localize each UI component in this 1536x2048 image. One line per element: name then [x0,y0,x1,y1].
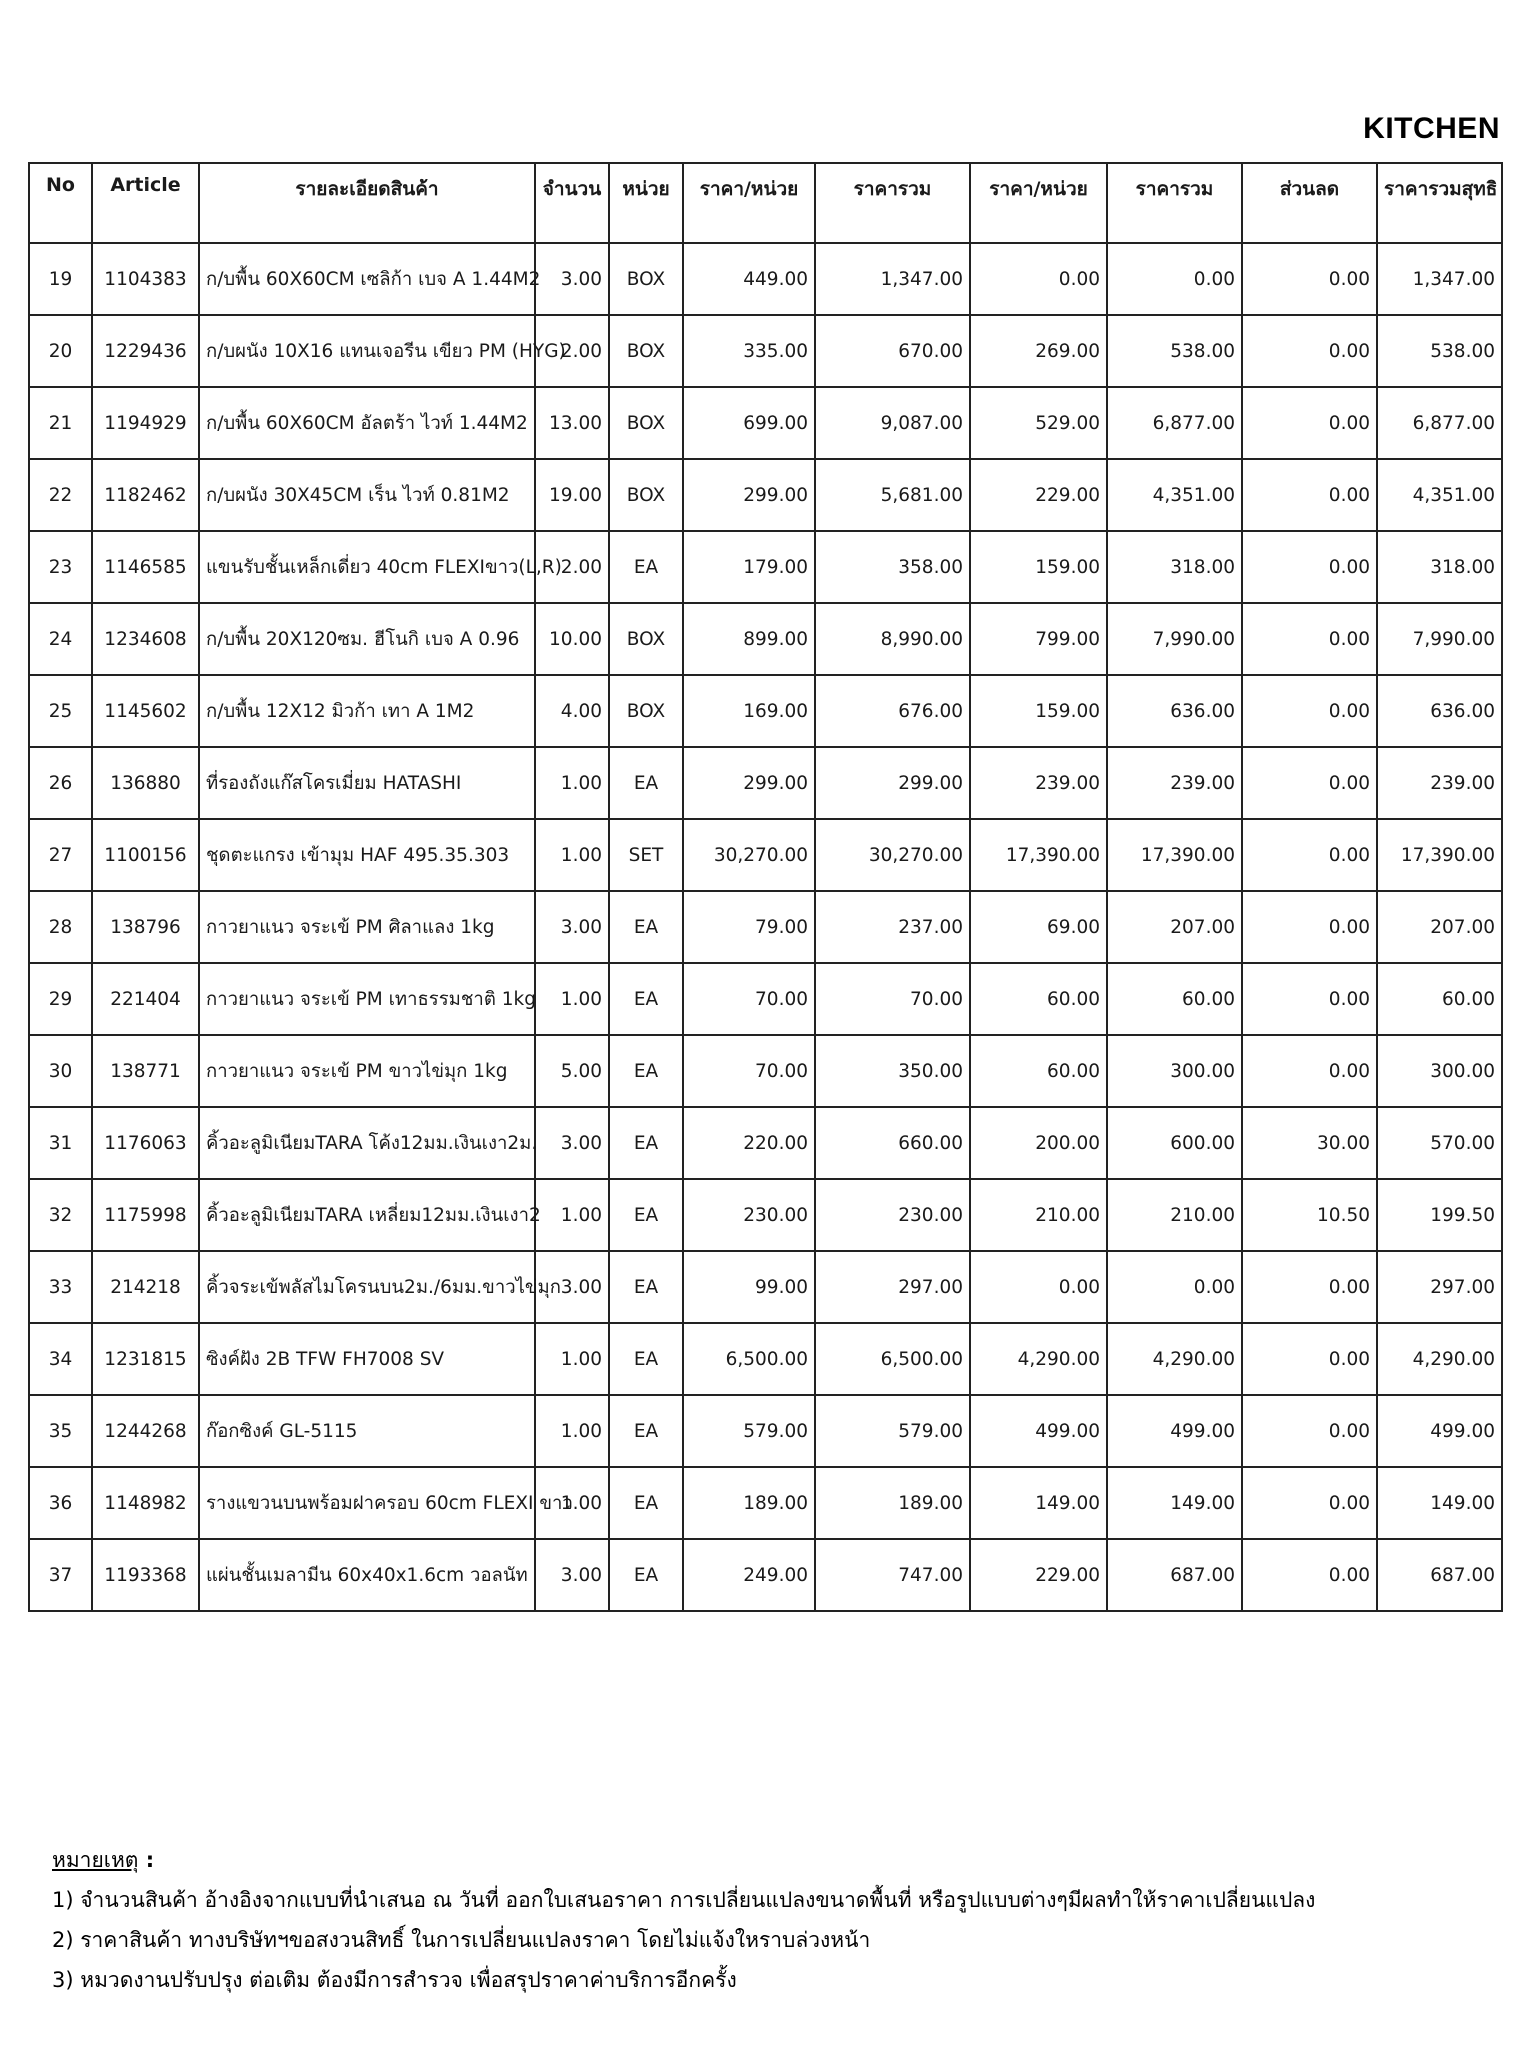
cell-discount: 0.00 [1242,315,1377,387]
cell-net-total: 239.00 [1377,747,1502,819]
cell-discount: 0.00 [1242,891,1377,963]
cell-total: 358.00 [815,531,970,603]
cell-total-2: 0.00 [1107,243,1242,315]
cell-unit: EA [609,1467,683,1539]
col-header-net-total: ราคารวมสุทธิ [1377,163,1502,243]
cell-description: กาวยาแนว จระเข้ PM เทาธรรมชาติ 1kg [199,963,535,1035]
cell-unit: EA [609,1035,683,1107]
cell-unit-price-2: 200.00 [970,1107,1107,1179]
cell-total: 350.00 [815,1035,970,1107]
table-row [29,747,1502,819]
cell-net-total: 687.00 [1377,1539,1502,1611]
table-row [29,891,1502,963]
cell-unit-price-2: 239.00 [970,747,1107,819]
cell-quantity: 2.00 [535,315,609,387]
col-header-discount: ส่วนลด [1242,163,1377,243]
cell-total-2: 210.00 [1107,1179,1242,1251]
cell-description: แผ่นชั้นเมลามีน 60x40x1.6cm วอลนัท [199,1539,535,1611]
table-row [29,1035,1502,1107]
cell-quantity: 3.00 [535,1251,609,1323]
cell-description: ก/บพื้น 60X60CM เซลิก้า เบจ A 1.44M2 [199,243,535,315]
cell-no: 29 [29,963,92,1035]
cell-unit-price: 99.00 [683,1251,815,1323]
cell-unit-price-2: 529.00 [970,387,1107,459]
table-row [29,531,1502,603]
cell-quantity: 1.00 [535,747,609,819]
cell-unit-price-2: 0.00 [970,243,1107,315]
cell-total-2: 17,390.00 [1107,819,1242,891]
cell-total: 670.00 [815,315,970,387]
cell-quantity: 2.00 [535,531,609,603]
cell-total-2: 538.00 [1107,315,1242,387]
cell-unit-price: 179.00 [683,531,815,603]
cell-unit-price-2: 17,390.00 [970,819,1107,891]
cell-description: รางแขวนบนพร้อมฝาครอบ 60cm FLEXI ขาว [199,1467,535,1539]
cell-no: 19 [29,243,92,315]
cell-description: ก/บพื้น 20X120ซม. ฮีโนกิ เบจ A 0.96 [199,603,535,675]
cell-unit-price: 579.00 [683,1395,815,1467]
cell-total: 660.00 [815,1107,970,1179]
cell-no: 28 [29,891,92,963]
cell-description: คิ้วจระเข้พลัสไมโครนบน2ม./6มม.ขาวไข่มุก [199,1251,535,1323]
cell-unit: EA [609,531,683,603]
cell-article: 138771 [92,1035,199,1107]
cell-no: 36 [29,1467,92,1539]
cell-unit-price-2: 69.00 [970,891,1107,963]
cell-no: 30 [29,1035,92,1107]
cell-no: 24 [29,603,92,675]
col-header-article: Article [92,163,199,243]
cell-total: 747.00 [815,1539,970,1611]
cell-quantity: 1.00 [535,1323,609,1395]
cell-unit: EA [609,747,683,819]
cell-discount: 0.00 [1242,531,1377,603]
table-row [29,1323,1502,1395]
table-row [29,963,1502,1035]
cell-total-2: 0.00 [1107,1251,1242,1323]
cell-description: ก/บพื้น 12X12 มิวก้า เทา A 1M2 [199,675,535,747]
cell-unit-price-2: 60.00 [970,963,1107,1035]
cell-discount: 30.00 [1242,1107,1377,1179]
cell-net-total: 6,877.00 [1377,387,1502,459]
notes-heading: หมายเหตุ [52,1848,139,1872]
table-row [29,675,1502,747]
table-row [29,1251,1502,1323]
cell-total: 189.00 [815,1467,970,1539]
cell-no: 22 [29,459,92,531]
cell-unit-price: 6,500.00 [683,1323,815,1395]
cell-unit-price-2: 4,290.00 [970,1323,1107,1395]
cell-net-total: 149.00 [1377,1467,1502,1539]
cell-unit: EA [609,963,683,1035]
col-header-no: No [29,163,92,243]
cell-net-total: 297.00 [1377,1251,1502,1323]
cell-total-2: 6,877.00 [1107,387,1242,459]
cell-description: ก๊อกซิงค์ GL-5115 [199,1395,535,1467]
cell-net-total: 60.00 [1377,963,1502,1035]
cell-unit-price: 220.00 [683,1107,815,1179]
cell-unit-price: 249.00 [683,1539,815,1611]
cell-total-2: 4,290.00 [1107,1323,1242,1395]
table-body [29,243,1502,1611]
table-row [29,1107,1502,1179]
cell-net-total: 1,347.00 [1377,243,1502,315]
cell-total: 70.00 [815,963,970,1035]
cell-net-total: 570.00 [1377,1107,1502,1179]
cell-no: 25 [29,675,92,747]
cell-description: ก/บผนัง 10X16 แทนเจอรีน เขียว PM (HYG) [199,315,535,387]
cell-article: 1194929 [92,387,199,459]
cell-no: 27 [29,819,92,891]
cell-article: 136880 [92,747,199,819]
col-header-total-2: ราคารวม [1107,163,1242,243]
cell-unit: EA [609,1251,683,1323]
cell-discount: 0.00 [1242,963,1377,1035]
cell-description: ซิงค์ฝัง 2B TFW FH7008 SV [199,1323,535,1395]
cell-article: 1229436 [92,315,199,387]
cell-unit-price: 299.00 [683,747,815,819]
cell-no: 33 [29,1251,92,1323]
cell-description: ก/บพื้น 60X60CM อัลตร้า ไวท์ 1.44M2 [199,387,535,459]
cell-unit-price: 70.00 [683,963,815,1035]
cell-quantity: 5.00 [535,1035,609,1107]
table-row [29,459,1502,531]
cell-total: 676.00 [815,675,970,747]
cell-unit-price: 335.00 [683,315,815,387]
cell-net-total: 7,990.00 [1377,603,1502,675]
cell-unit: EA [609,1179,683,1251]
cell-discount: 0.00 [1242,1035,1377,1107]
cell-unit-price-2: 149.00 [970,1467,1107,1539]
cell-discount: 0.00 [1242,747,1377,819]
cell-article: 1182462 [92,459,199,531]
cell-total: 230.00 [815,1179,970,1251]
cell-no: 26 [29,747,92,819]
cell-unit: EA [609,1323,683,1395]
cell-unit-price: 79.00 [683,891,815,963]
cell-no: 20 [29,315,92,387]
cell-total-2: 687.00 [1107,1539,1242,1611]
cell-unit-price: 30,270.00 [683,819,815,891]
cell-total-2: 600.00 [1107,1107,1242,1179]
cell-total: 579.00 [815,1395,970,1467]
cell-unit-price-2: 499.00 [970,1395,1107,1467]
note-item-1: 1) จำนวนสินค้า อ้างอิงจากแบบที่นำเสนอ ณ วันที่ ออกใบเสนอราคา การเปลี่ยนแปลงขนาดพื้นที่ หรือรูปแบบต่างๆมีผลทำให้ราคาเปลี่ยนแปลง [52,1888,1316,1912]
cell-unit-price: 449.00 [683,243,815,315]
cell-net-total: 4,290.00 [1377,1323,1502,1395]
cell-discount: 0.00 [1242,603,1377,675]
cell-description: กาวยาแนว จระเข้ PM ศิลาแลง 1kg [199,891,535,963]
cell-total: 6,500.00 [815,1323,970,1395]
cell-article: 1104383 [92,243,199,315]
cell-unit-price: 169.00 [683,675,815,747]
cell-no: 34 [29,1323,92,1395]
cell-unit-price-2: 229.00 [970,1539,1107,1611]
table-row [29,1467,1502,1539]
cell-total-2: 636.00 [1107,675,1242,747]
cell-unit-price: 699.00 [683,387,815,459]
cell-article: 1231815 [92,1323,199,1395]
cell-description: ชุดตะแกรง เข้ามุม HAF 495.35.303 [199,819,535,891]
cell-unit-price: 299.00 [683,459,815,531]
cell-unit-price-2: 269.00 [970,315,1107,387]
cell-article: 1175998 [92,1179,199,1251]
cell-total-2: 499.00 [1107,1395,1242,1467]
cell-article: 1146585 [92,531,199,603]
cell-unit: EA [609,1395,683,1467]
table-row [29,1395,1502,1467]
col-header-unit-price: ราคา/หน่วย [683,163,815,243]
table-row [29,819,1502,891]
col-header-quantity: จำนวน [535,163,609,243]
cell-total: 297.00 [815,1251,970,1323]
note-item-3: 3) หมวดงานปรับปรุง ต่อเติม ต้องมีการสำรวจ เพื่อสรุปราคาค่าบริการอีกครั้ง [52,1968,737,1992]
cell-discount: 0.00 [1242,387,1377,459]
cell-article: 221404 [92,963,199,1035]
quotation-table [28,162,1503,1612]
cell-quantity: 3.00 [535,1539,609,1611]
cell-unit-price-2: 159.00 [970,531,1107,603]
cell-total: 9,087.00 [815,387,970,459]
cell-article: 214218 [92,1251,199,1323]
cell-total: 30,270.00 [815,819,970,891]
cell-net-total: 499.00 [1377,1395,1502,1467]
cell-quantity: 1.00 [535,963,609,1035]
section-title: KITCHEN [1363,112,1500,145]
cell-unit: BOX [609,243,683,315]
cell-quantity: 1.00 [535,1467,609,1539]
cell-article: 138796 [92,891,199,963]
cell-unit: EA [609,1107,683,1179]
cell-total-2: 7,990.00 [1107,603,1242,675]
cell-discount: 0.00 [1242,1539,1377,1611]
note-item-2: 2) ราคาสินค้า ทางบริษัทฯขอสงวนสิทธิ์ ในการเปลี่ยนแปลงราคา โดยไม่แจ้งใหราบล่วงหน้า [52,1928,871,1952]
cell-unit-price-2: 799.00 [970,603,1107,675]
cell-unit-price-2: 0.00 [970,1251,1107,1323]
cell-no: 35 [29,1395,92,1467]
table-row [29,603,1502,675]
cell-no: 32 [29,1179,92,1251]
table-row [29,1539,1502,1611]
cell-description: ที่รองถังแก๊สโครเมี่ยม HATASHI [199,747,535,819]
cell-unit-price-2: 159.00 [970,675,1107,747]
cell-description: คิ้วอะลูมิเนียมTARA เหลี่ยม12มม.เงินเงา2 [199,1179,535,1251]
cell-quantity: 1.00 [535,1179,609,1251]
cell-discount: 0.00 [1242,1251,1377,1323]
cell-quantity: 3.00 [535,1107,609,1179]
cell-description: แขนรับชั้นเหล็กเดี่ยว 40cm FLEXIขาว(L,R) [199,531,535,603]
cell-quantity: 19.00 [535,459,609,531]
cell-unit: EA [609,1539,683,1611]
cell-unit: SET [609,819,683,891]
cell-quantity: 1.00 [535,819,609,891]
cell-unit-price: 189.00 [683,1467,815,1539]
cell-no: 37 [29,1539,92,1611]
cell-unit-price-2: 229.00 [970,459,1107,531]
cell-quantity: 3.00 [535,891,609,963]
cell-total: 1,347.00 [815,243,970,315]
cell-unit: EA [609,891,683,963]
cell-unit: BOX [609,675,683,747]
cell-no: 21 [29,387,92,459]
cell-unit-price-2: 60.00 [970,1035,1107,1107]
cell-quantity: 1.00 [535,1395,609,1467]
cell-quantity: 10.00 [535,603,609,675]
cell-total: 5,681.00 [815,459,970,531]
cell-no: 31 [29,1107,92,1179]
cell-net-total: 300.00 [1377,1035,1502,1107]
cell-total: 299.00 [815,747,970,819]
cell-discount: 0.00 [1242,1323,1377,1395]
cell-discount: 0.00 [1242,243,1377,315]
cell-article: 1193368 [92,1539,199,1611]
cell-unit-price-2: 210.00 [970,1179,1107,1251]
col-header-total: ราคารวม [815,163,970,243]
cell-total-2: 239.00 [1107,747,1242,819]
cell-discount: 0.00 [1242,819,1377,891]
cell-net-total: 318.00 [1377,531,1502,603]
cell-unit-price: 70.00 [683,1035,815,1107]
col-header-description: รายละเอียดสินค้า [199,163,535,243]
cell-quantity: 3.00 [535,243,609,315]
cell-total: 237.00 [815,891,970,963]
cell-discount: 0.00 [1242,675,1377,747]
cell-article: 1145602 [92,675,199,747]
cell-unit: BOX [609,459,683,531]
cell-net-total: 636.00 [1377,675,1502,747]
notes-section [52,1840,1315,2000]
cell-unit-price: 899.00 [683,603,815,675]
cell-description: กาวยาแนว จระเข้ PM ขาวไข่มุก 1kg [199,1035,535,1107]
cell-article: 1176063 [92,1107,199,1179]
table-header-row [29,163,1502,243]
cell-unit: BOX [609,387,683,459]
notes-heading-colon: : [138,1848,155,1872]
cell-no: 23 [29,531,92,603]
cell-net-total: 199.50 [1377,1179,1502,1251]
cell-article: 1244268 [92,1395,199,1467]
notes-heading-line [52,1840,1315,1880]
cell-description: ก/บผนัง 30X45CM เร็น ไวท์ 0.81M2 [199,459,535,531]
cell-discount: 0.00 [1242,1467,1377,1539]
cell-net-total: 207.00 [1377,891,1502,963]
cell-total-2: 149.00 [1107,1467,1242,1539]
cell-net-total: 17,390.00 [1377,819,1502,891]
cell-total-2: 318.00 [1107,531,1242,603]
col-header-unit: หน่วย [609,163,683,243]
cell-quantity: 13.00 [535,387,609,459]
table-row [29,315,1502,387]
cell-article: 1100156 [92,819,199,891]
cell-discount: 0.00 [1242,1395,1377,1467]
cell-article: 1148982 [92,1467,199,1539]
cell-unit: BOX [609,315,683,387]
cell-description: คิ้วอะลูมิเนียมTARA โค้ง12มม.เงินเงา2ม. [199,1107,535,1179]
cell-total-2: 207.00 [1107,891,1242,963]
cell-net-total: 4,351.00 [1377,459,1502,531]
table-row [29,1179,1502,1251]
cell-article: 1234608 [92,603,199,675]
cell-discount: 0.00 [1242,459,1377,531]
cell-unit-price: 230.00 [683,1179,815,1251]
col-header-unit-price-2: ราคา/หน่วย [970,163,1107,243]
cell-quantity: 4.00 [535,675,609,747]
cell-total-2: 300.00 [1107,1035,1242,1107]
cell-unit: BOX [609,603,683,675]
cell-total-2: 60.00 [1107,963,1242,1035]
cell-total: 8,990.00 [815,603,970,675]
table-row [29,243,1502,315]
cell-total-2: 4,351.00 [1107,459,1242,531]
cell-net-total: 538.00 [1377,315,1502,387]
cell-discount: 10.50 [1242,1179,1377,1251]
table-row [29,387,1502,459]
